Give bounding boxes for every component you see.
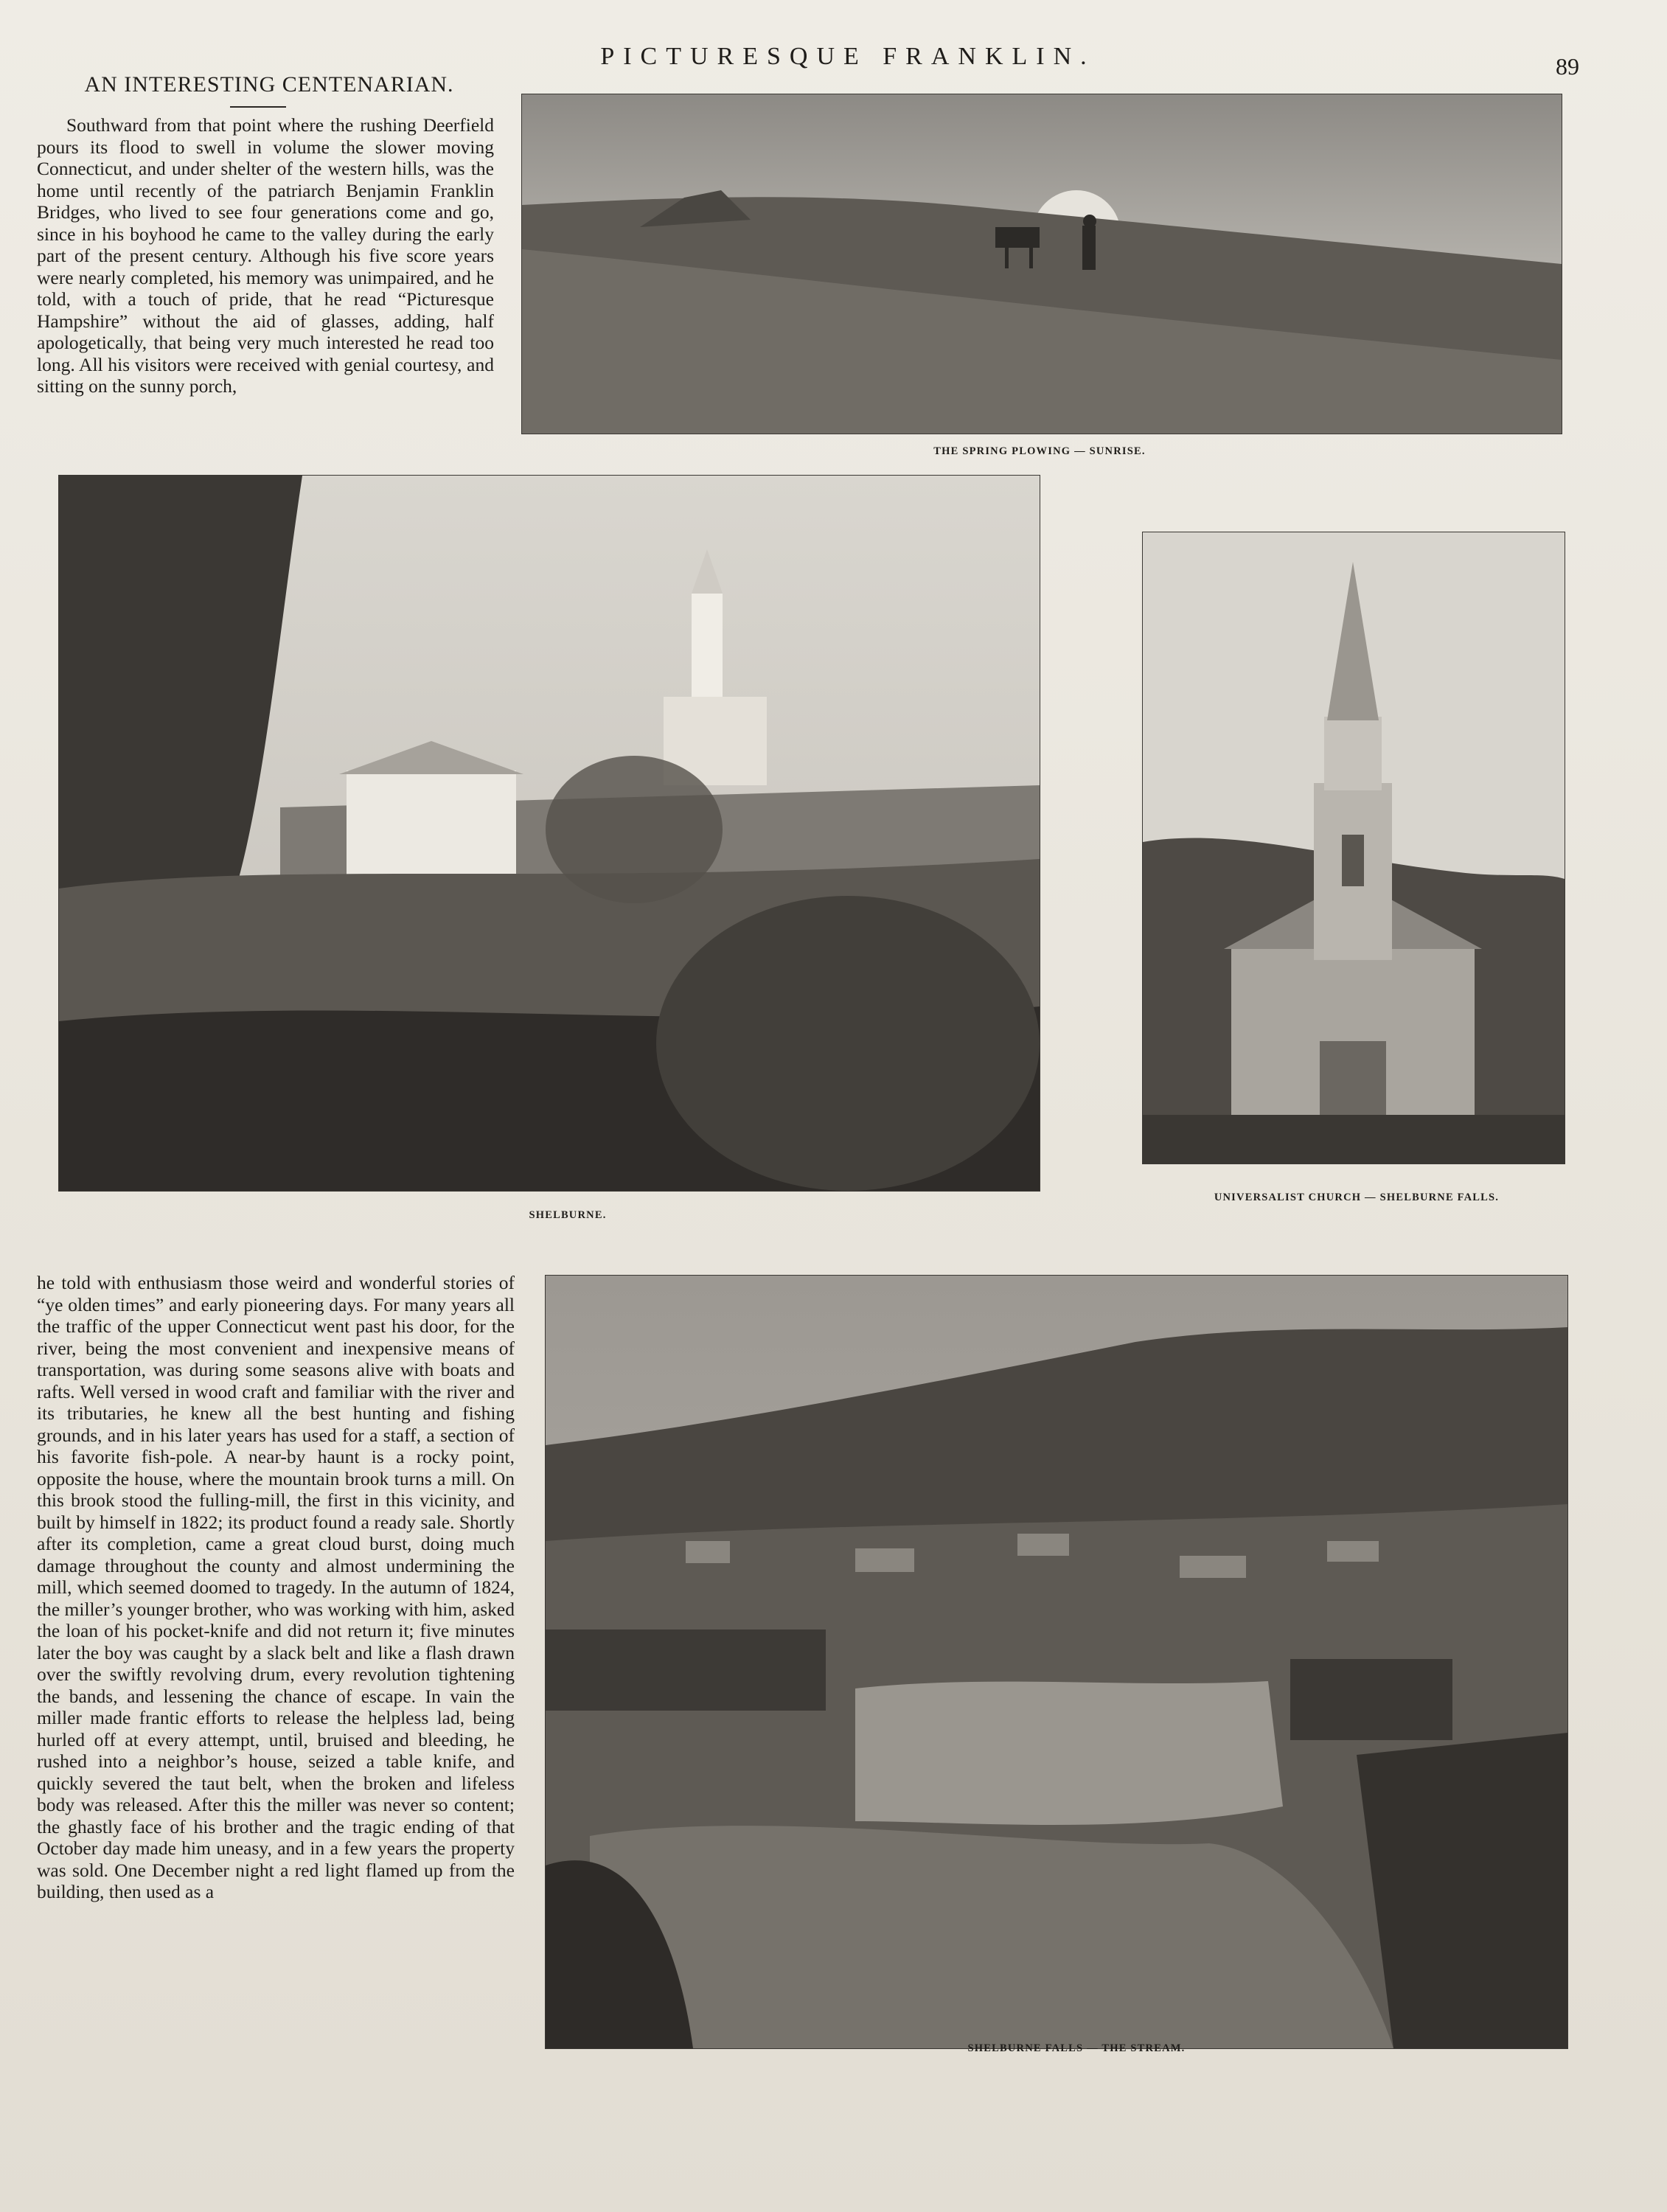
universalist-church-photo — [1143, 532, 1565, 1164]
shelburne-falls-stream-photo — [546, 1276, 1567, 2048]
title-rule — [230, 106, 286, 108]
article-title: AN INTERESTING CENTENARIAN. — [84, 72, 454, 97]
spring-plowing-photo — [522, 94, 1562, 434]
running-head: PICTURESQUE FRANKLIN. — [600, 43, 1096, 70]
text-column-top — [37, 114, 494, 453]
paragraph-opening: Southward from that point where the rushing Deerfield pours its flood to swell in volume the slower moving Connecticut, and under shelter of the western hills, was the home until recently of the patriarch Benjamin Franklin Bridges, who lived to see four generations come and go, since in his boyhood he came to the valley during the early part of the present century. Although his five score years were nearly completed, his memory was unimpaired, and he told, with a touch of pride, that he read “Picturesque Hampshire” without the aid of glasses, adding, half apologetically, that being very much interested he read too long. All his visitors were received with genial courtesy, and sitting on the sunny porch, — [37, 114, 494, 397]
page-number: 89 — [1556, 53, 1579, 80]
caption-spring-plowing: THE SPRING PLOWING — SUNRISE. — [933, 445, 1146, 457]
caption-universalist-church: UNIVERSALIST CHURCH — SHELBURNE FALLS. — [1214, 1192, 1500, 1203]
caption-stream: SHELBURNE FALLS — THE STREAM. — [967, 2042, 1186, 2054]
paragraph-continued: he told with enthusiasm those weird and wonderful stories of “ye olden times” and early pioneering days. For many years all the traffic of the upper Connecticut went past his door, for the river, being the most convenient and inexpensive means of transportation, was during some seasons alive with boats and rafts. Well versed in wood craft and familiar with the river and its tributaries, he knew all the best hunting and fishing grounds, and in his later years has used for a staff, a section of his favorite fish-pole. A near-by haunt is a rocky point, opposite the house, where the mountain brook turns a mill. On this brook stood the fulling-mill, the first in this vicinity, and built by himself in 1822; its product found a ready sale. Shortly after its completion, came a great cloud burst, doing much damage throughout the county and almost undermining the mill, which seemed doomed to tragedy. In the autumn of 1824, the miller’s younger brother, who was working with him, asked the loan of his pocket-knife and did not return it; five minutes later the boy was caught by a slack belt and like a flash drawn over the swiftly revolving drum, every revolution tightening the bands, and lessening the chance of escape. In vain the miller made frantic efforts to release the helpless lad, being hurled off at every attempt, until, bruised and bleeding, he rushed into a neighbor’s house, seized a table knife, and quickly severed the taut belt, when the broken and lifeless body was released. After this the miller was never so content; the ghastly face of his brother and the tragic ending of that October day made him uneasy, and in a few years the property was sold. One December night a red light flamed up from the building, then used as a — [37, 1272, 515, 1902]
text-column-bottom — [37, 1272, 515, 2105]
shelburne-photo — [59, 476, 1040, 1191]
caption-shelburne: SHELBURNE. — [529, 1209, 607, 1221]
